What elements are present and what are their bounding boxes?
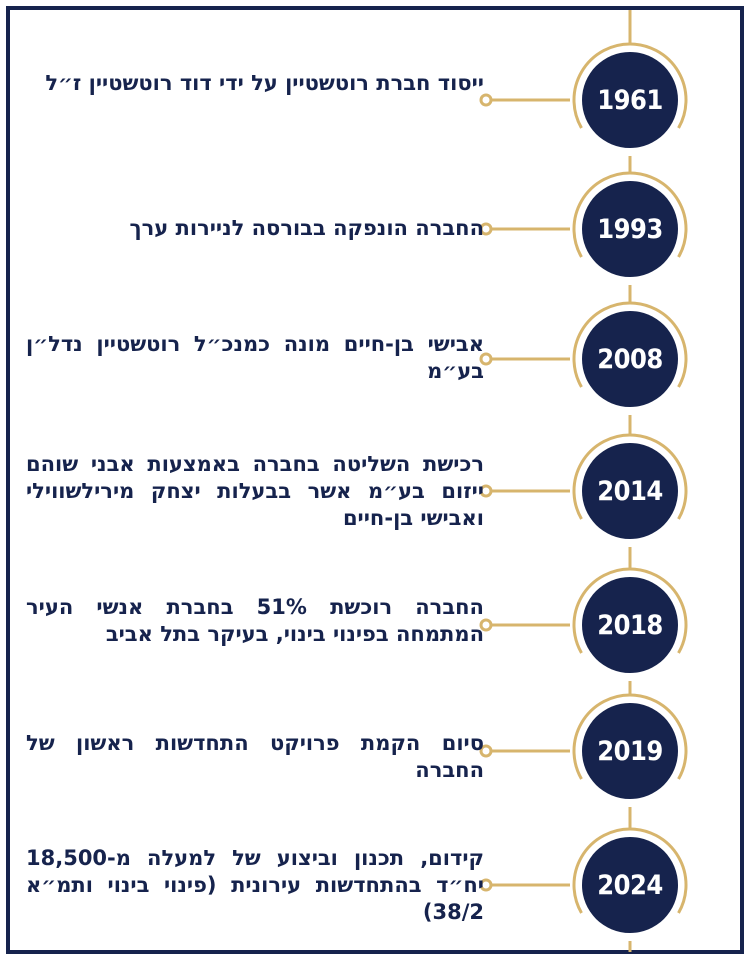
year-badge: 1993 (582, 181, 678, 277)
milestone-text: סיום הקמת פרויקט התחדשות ראשון של החברה (26, 731, 484, 782)
year-badge: 1961 (582, 52, 678, 148)
year-badge: 2024 (582, 837, 678, 933)
milestone-text: קידום, תכנון וביצוע של למעלה מ-18,500 יח״ד בהתחדשות עירונית (פינוי בינוי ותמ״א 38/2) (26, 846, 484, 924)
year-badge: 2019 (582, 703, 678, 799)
milestone-text: אבישי בן-חיים מונה כמנכ״ל רוטשטיין נדל״ן בע״מ (26, 332, 484, 383)
milestone-text: החברה רוכשת 51% בחברת אנשי העיר המתמחה בפינוי בינוי, בעיקר בתל אביב (26, 595, 484, 646)
year-badge: 2018 (582, 577, 678, 673)
milestone-text: רכישת השליטה בחברה באמצעות אבני שוהם ייזום בע״מ אשר בבעלות יצחק מירילשווילי ואבישי בן-חיים (26, 452, 484, 530)
milestone-text: החברה הונפקה בבורסה לניירות ערך (129, 216, 484, 240)
milestone-text: ייסוד חברת רוטשטיין על ידי דוד רוטשטיין ז״ל (45, 71, 484, 95)
year-badge: 2008 (582, 311, 678, 407)
year-badge: 2014 (582, 443, 678, 539)
